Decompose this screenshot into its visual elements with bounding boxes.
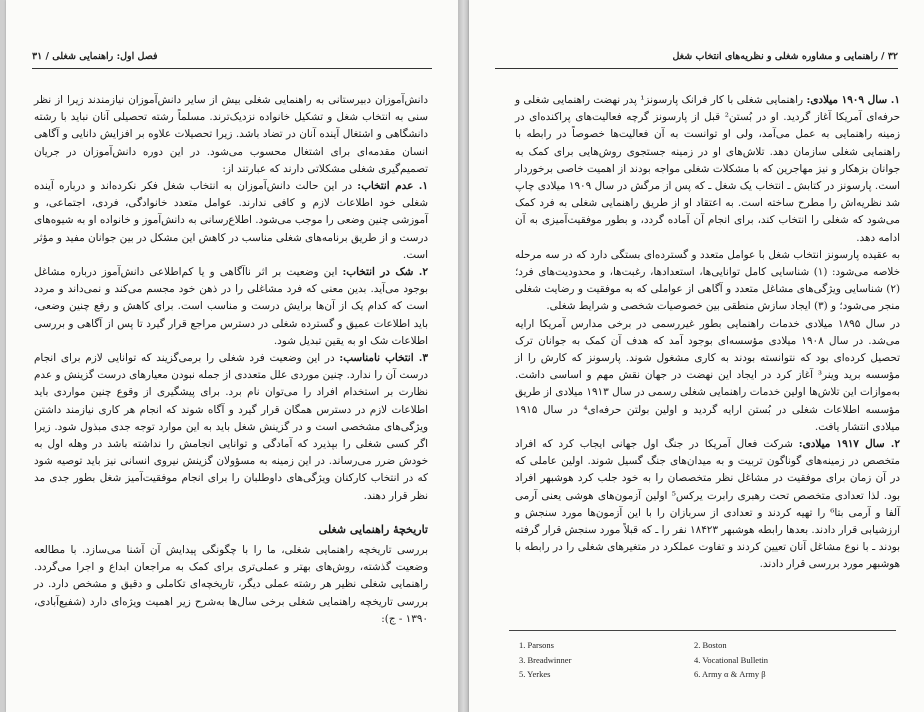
right-page-header	[495, 50, 898, 69]
right-running-head: ۳۲ / راهنمایی و مشاوره شغلی و نظریه‌های انتخاب شغل	[672, 51, 898, 62]
footnote-rule	[509, 630, 896, 631]
footnote: 1. Parsons	[519, 640, 554, 650]
list-item	[515, 92, 900, 247]
footnote: 2. Boston	[694, 640, 727, 650]
body-paragraph: به عقیده پارسونز انتخاب شغل با عوامل متعدد و گسترده‌ای بستگی دارد که در سه مرحله خلاصه می‌شود: (۱) شناسایی کامل توانایی‌ها، استعدادها، رغبت‌ها، و محدودیت‌های فرد؛ (۲) شناسایی ویژگی‌های مشاغل متعدد و آگاهی از عواملی که به موفقیت و رضایت شغلی منجر می‌شود؛ و (۳) ایجاد سازش منطقی بین خصوصیات شخصی و شرایط شغلی.	[515, 248, 901, 313]
footnotes	[519, 638, 819, 682]
footnote: 3. Breadwinner	[519, 654, 572, 665]
item-label: ۳. انتخاب نامناسب:	[339, 352, 429, 365]
list-item	[34, 350, 428, 505]
book-gutter	[458, 0, 469, 712]
item-text: در این وضعیت فرد شغلی را برمی‌گزیند که توانایی لازم برای انجام درست آن را ندارد. چنین موردی علل متعددی از جمله نبودن معیارهای درست گزینش و عدم نظارت بر استخدام افراد را می‌توان نام برد. برای پیشگیری از وقوع چنین مواردی باید اطلاعات لازم در دسترس همگان قرار گیرد و آگاه شوند که انجام هر کاری نیازمند داشتن ویژگی‌های مشخصی است و در گزینش شغل باید به این موارد توجه جدی مبذول شود. زیرا اگر کسی شغلی را بپذیرد که آمادگی و توانایی انجامش را نداشته باشد در وهله اول به خودش ضرر می‌رساند. در این زمینه به مسؤولان گزینش نیروی انسانی نیز باید توصیه شود که در انتخاب کارکنان ویژگی‌های داوطلبان را برای انجام موفقیت‌آمیز شغل بطور جدی مد نظر قرار دهند.	[34, 352, 428, 502]
item-label: ۲. سال ۱۹۱۷ میلادی:	[798, 438, 900, 451]
right-body-text	[515, 92, 900, 574]
body-paragraph: در سال ۱۸۹۵ میلادی خدمات راهنمایی بطور غیررسمی در برخی مدارس آمریکا ارایه می‌شد. در سال ۱۹۰۸ میلادی مؤسسه‌ای بوجود آمد که هدف آن کمک به جوانان ترک تحصیل کرده‌ای بود که نتوانسته بودند به کاری مشغول شوند. پارسونز که کارش را از مؤسسه برید وینر³ آغاز کرد در ایجاد این نهضت در جهان نقش مهم و اساسی داشت. به‌موازات این تلاش‌ها اولین خدمات راهنمایی شغلی رسمی در سال ۱۹۱۳ میلادی از طریق مؤسسه اطلاعات شغلی در بُستن ارایه گردید و اولین بولتن حرفه‌ای⁴ در سال ۱۹۱۵ میلادی انتشار یافت.	[515, 317, 900, 433]
footnote: 4. Vocational Bulletin	[694, 654, 769, 665]
list-item	[34, 264, 428, 350]
section-paragraph: بررسی تاریخچه راهنمایی شغلی، ما را با چگونگی پیدایش آن آشنا می‌سازد. با مطالعه وضعیت گذشته، روش‌های بهتر و عملی‌تری برای کمک به مراجعان ابداع و اجرا می‌گردد. راهنمایی شغلی نظیر هر رشته عملی دیگر، تاریخچه‌ای تکاملی و دقیق و مشخص دارد. در بررسی تاریخچه راهنمایی شغلی برخی سال‌ها به‌شرح زیر اهمیت ویژه‌ای دارد (شفیع‌آبادی، ۱۳۹۰ - ج):	[34, 544, 428, 625]
item-label: ۱. سال ۱۹۰۹ میلادی:	[806, 94, 900, 106]
section-heading: تاریخچهٔ راهنمایی شغلی	[318, 522, 428, 536]
list-item	[515, 436, 900, 574]
item-text: شرکت فعال آمریکا در جنگ اول جهانی ایجاب کرد که افراد متخصص در زمینه‌های گوناگون تربیت و به میدان‌های جنگ گسیل شوند. اولین عاملی که در آن زمان برای موفقیت در مشاغل نظر متخصصان را به خود جلب کرد هوشبهر افراد بود. لذا تعدادی متخصص تحت رهبری رابرت یرکس⁵ اولین آزمون‌های هوشی یعنی آرمی آلفا و آرمی بتا⁶ را تهیه کردند و تعدادی از سربازان را با این آزمون‌ها مورد سنجش و ارزشیابی قرار دادند. بعدها رابطه هوشبهر ۱۸۴۲۳ نفر را ـ که قبلاً مورد سنجش قرار گرفته بودند ـ با نوع مشاغل آنان تعیین کردند و تفاوت عملکرد در متغیرهای شغلی را در رابطه با هوشبهر مورد بررسی قرار دادند.	[515, 438, 900, 571]
left-page	[6, 0, 458, 712]
left-page-header	[32, 50, 432, 69]
list-item	[34, 178, 428, 264]
right-page	[469, 0, 924, 712]
left-body-text	[34, 92, 428, 628]
item-text: راهنمایی شغلی با کار فرانک پارسونز¹ پدر نهضت راهنمایی شغلی و حرفه‌ای آمریکا آغاز گردید. او در بُستن² قبل از پارسونز گرچه فعالیت‌های پراکنده‌ای در زمینه راهنمایی به عمل می‌آمد، ولی او توانست به آن فعالیت‌ها خصوصاً در رابطه با راهنمایی شغلی سازمان دهد. تلاش‌های او در زمینه جستجوی روش‌هایی برای کمک به جوانان بزهکار و نیز مهاجرین که با مشکلات شغلی مواجه بودند از اهمیت خاصی برخوردار است. پارسونز در کتابش ـ انتخاب یک شغل ـ که پس از مرگش در سال ۱۹۰۹ میلادی چاپ شد نظریه‌اش را مطرح ساخته است. به اعتقاد او از طریق راهنمایی شغلی به فرد کمک می‌شود که شغلی را انتخاب کند، برای انجام آن آماده گردد، و بطور موفقیت‌آمیزی به آن ادامه دهد.	[515, 94, 901, 244]
item-label: ۲. شک در انتخاب:	[342, 266, 428, 279]
item-label: ۱. عدم انتخاب:	[357, 180, 428, 193]
left-running-head: فصل اول: راهنمایی شغلی / ۳۱	[32, 51, 158, 62]
item-text: این وضعیت بر اثر ناآگاهی و یا کم‌اطلاعی دانش‌آموز درباره مشاغل بوجود می‌آید. بدین معنی که فرد مشاغلی را در ذهن خود مجسم می‌کند و نمی‌داند و مردد است که کدام یک از آن‌ها برایش درست و مناسب است. برای کاهش و رفع چنین وضعی، باید اطلاعات عمیق و گسترده شغلی در دسترس مراجع قرار گیرد تا پس از آگاهی و بررسی اطلاعات شک او به یقین تبدیل شود.	[34, 266, 428, 347]
intro-paragraph: دانش‌آموزان دبیرستانی به راهنمایی شغلی بیش از سایر دانش‌آموزان نیازمندند زیرا از نظر سنی به انتخاب شغل و تشکیل خانواده نزدیک‌ترند. مسلماً رشته تحصیلی آنان نباید با رشته دانشگاهی و اشتغال آینده آنان در تضاد باشد. زیرا تحصیلات علاوه بر افزایش دانایی و آگاهی انسان مقدمه‌ای برای اشتغال محسوب می‌شود. در این دوره دانش‌آموزان در جریان تصمیم‌گیری شغلی مشکلاتی دارند که عبارتند از:	[34, 94, 428, 175]
footnote: 5. Yerkes	[519, 669, 551, 679]
footnote: 6. Army α & Army β	[694, 669, 766, 679]
item-text: در این حالت دانش‌آموزان به انتخاب شغل فکر نکرده‌اند و درباره آینده شغلی خود اطلاعات لازم و کافی ندارند. عوامل متعدد خانوادگی، فردی، اجتماعی، و آموزشی چنین وضعی را موجب می‌شود. اطلاع‌رسانی به دانش‌آموز و خانواده او به شیوه‌های درست و از طریق برنامه‌های شغلی مناسب در کاهش این مشکل در بین جوانان مفید و مؤثر است.	[34, 180, 428, 261]
